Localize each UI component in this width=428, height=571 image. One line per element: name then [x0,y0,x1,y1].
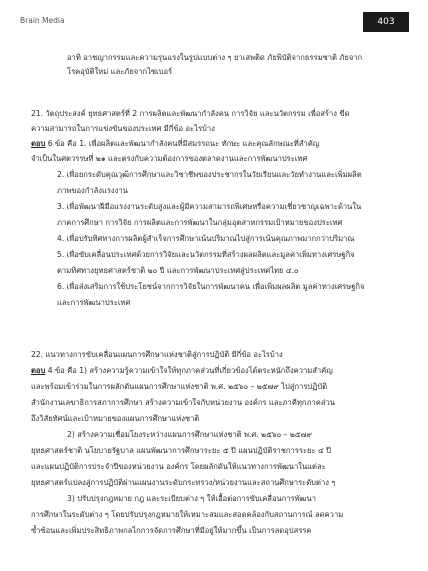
q21-item: และการพัฒนาประเทศ [57,298,131,307]
q21-question: ความสามารถในการแข่งขันของประเทศ มีกี่ข้อ อะไรบ้าง [31,124,215,133]
q21-item: ตามทิศทางยุทธศาสตร์ชาติ ๒๐ ปี และการพัฒนาประเทศสู่ประเทศไทย ๔.๐ [57,266,299,275]
q22-answer-text: 4 ข้อ คือ 1) สร้างความรู้ความเข้าใจให้ทุกภาคส่วนที่เกี่ยวข้องได้ตระหนักถึงความสำคัญ [45,366,333,375]
brand-label: Brain Media [20,16,65,25]
q21-item: 4. เพื่อปรับทิศทางการผลิตผู้สำเร็จการศึกษาเน้นปริมาณไปสู่การเน้นคุณภาพมากกว่าปริมาณ [57,234,355,243]
q22-answer-line [31,365,333,377]
q21-answer-text: 6 ข้อ คือ 1. เพื่อผลิตและพัฒนากำลังคนที่มีสมรรถนะ ทักษะ และคุณลักษณะที่สำคัญ [45,139,320,148]
answer-label: ตอบ [31,139,46,148]
q20-line: อาทิ อาชญากรรมและความรุนแรงในรูปแบบต่าง ๆ ยาเสพติด ภัยพิบัติจากธรรมชาติ ภัยจาก [67,53,363,62]
q21-item: 5. เพื่อขับเคลื่อนประเทศด้วยการวิจัยและนวัตกรรมที่สร้างผลผลิตและมูลค่าเพิ่มทางเศรษฐกิจ [57,250,355,259]
q22-line: การศึกษาในระดับต่าง ๆ โดยปรับปรุงกฎหมายให้เหมาะสมและสอดคล้องกับสถานการณ์ ลดความ [31,510,344,519]
q22-line: 3) ปรับปรุงกฎหมาย กฎ และระเบียบต่าง ๆ ให้เอื้อต่อการขับเคลื่อนการพัฒนา [67,494,316,503]
page-header [0,0,428,40]
q22-line: ถึงวิสัยทัศน์และเป้าหมายของแผนการศึกษาแห่งชาติ [31,414,200,423]
q21-answer-line [31,138,319,150]
q20-line: โรคอุบัติใหม่ และภัยจากไซเบอร์ [67,67,173,76]
q22-line: สำนักงานเลขาธิการสภาการศึกษา สร้างความเข้าใจกับหน่วยงาน องค์กร และภาคีทุกภาคส่วน [31,398,335,407]
q22-line: ยุทธศาสตร์แปลงสู่การปฏิบัติผ่านแผนงานระดับกระทรวง/หน่วยงานและสถานศึกษาระดับต่าง ๆ [31,478,336,487]
q21-question: 21. วัตถุประสงค์ ยุทธศาสตร์ที่ 2 การผลิตและพัฒนากำลังคน การวิจัย และนวัตกรรม เพื่อสร้าง ขีด [31,109,350,118]
q22-line: และพร้อมเข้าร่วมในการผลักดันแผนการศึกษาแห่งชาติ พ.ศ. ๒๕๖๐ – ๒๕๗๙ ไปสู่การปฏิบัติ [31,382,328,391]
q22-line: ซ้ำซ้อนและเพิ่มประสิทธิภาพกลไกการจัดการศึกษาที่มีอยู่ให้มากขึ้น เป็นการลดอุปสรรค [31,526,312,535]
q21-item: ภาพของกำลังแรงงาน [57,186,128,195]
q21-answer-line: จำเป็นในศตวรรษที่ ๒๑ และตรงกับความต้องการของตลาดงานและการพัฒนาประเทศ [31,154,308,163]
q22-line: และแผนปฏิบัติการประจำปีของหน่วยงาน องค์กร โดยผลักดันให้แนวทางการพัฒนาในแต่ละ [31,462,326,471]
answer-label: ตอบ [31,366,46,375]
q22-question: 22. แนวทางการขับเคลื่อนแผนการศึกษาแห่งชาติสู่การปฏิบัติ มีกี่ข้อ อะไรบ้าง [31,350,283,359]
q21-item: ภาคการศึกษา การวิจัย การผลิตและการพัฒนาในกลุ่มอุตสาหกรรมเป้าหมายของประเทศ [57,218,343,227]
q21-item: 2. เพื่อยกระดับคุณวุฒิการศึกษาและวิชาชีพของประชากรในวัยเรียนและวัยทำงานและเพิ่มผลิต [57,170,362,179]
q22-line: ยุทธศาสตร์ชาติ นโยบายรัฐบาล แผนพัฒนาการศึกษาระยะ ๕ ปี แผนปฏิบัติราชการระยะ ๔ ปี [31,446,331,455]
q21-item: 6. เพื่อส่งเสริมการใช้ประโยชน์จากการวิจัยในการพัฒนาคน เพื่อเพิ่มผลผลิต มูลค่าทางเศรษฐกิจ [57,282,365,291]
q22-line: 2) สร้างความเชื่อมโยงระหว่างแผนการศึกษาแห่งชาติ พ.ศ. ๒๕๖๐ – ๒๕๗๙ [67,430,312,439]
q21-item: 3. เพื่อพัฒนาฝีมือแรงงานระดับสูงและผู้มีความสามารถพิเศษหรือความเชี่ยวชาญเฉพาะด้านใน [57,202,362,211]
page-number-badge: 403 [363,12,409,32]
